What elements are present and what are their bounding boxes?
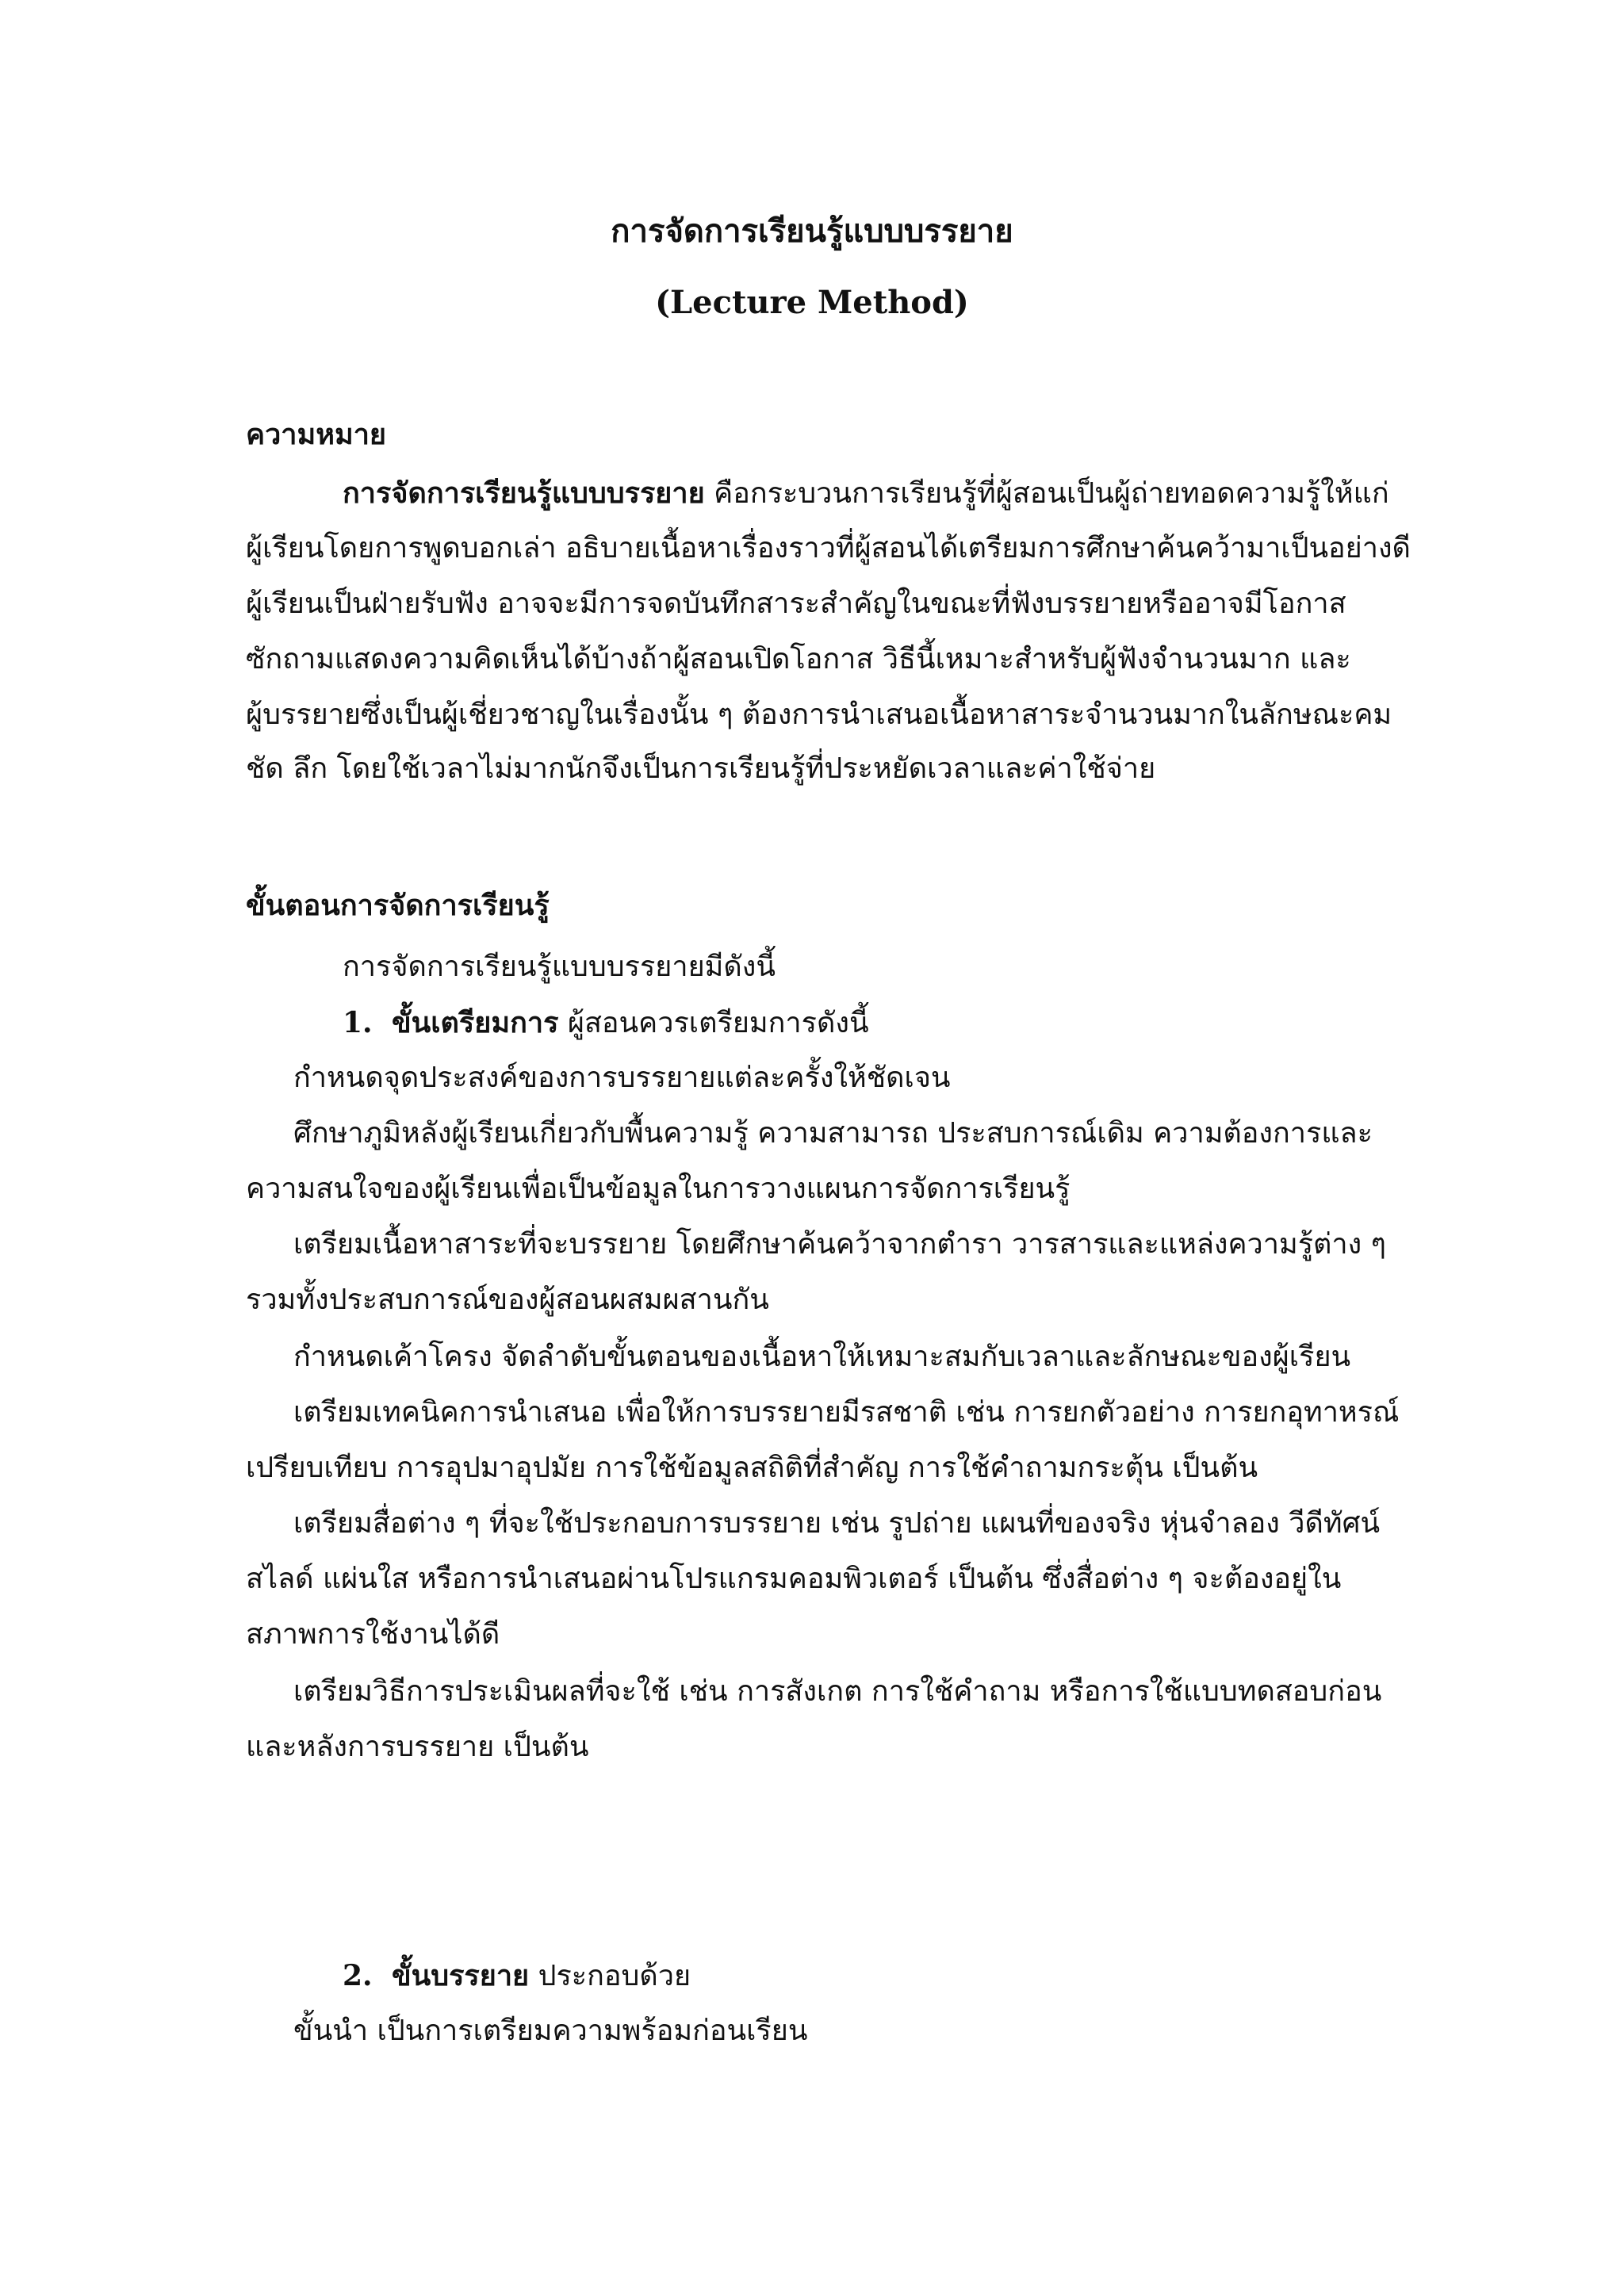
paragraph-line bbox=[343, 469, 1389, 518]
paragraph-line: ผู้บรรยายซึ่งเป็นผู้เชี่ยวชาญในเรื่องนั้น ๆ ต้องการนำเสนอเนื้อหาสาระจำนวนมากในลักษณะคม bbox=[246, 698, 1392, 731]
list-line: และหลังการบรรยาย เป็นต้น bbox=[246, 1731, 589, 1763]
paragraph-line: ซักถามแสดงความคิดเห็นได้บ้างถ้าผู้สอนเปิดโอกาส วิธีนี้เหมาะสำหรับผู้ฟังจำนวนมาก และ bbox=[246, 643, 1351, 675]
paragraph-line: ชัด ลึก โดยใช้เวลาไม่มากนักจึงเป็นการเรียนรู้ที่ประหยัดเวลาและค่าใช้จ่าย bbox=[246, 752, 1156, 785]
list-line: เตรียมวิธีการประเมินผลที่จะใช้ เช่น การสังเกต การใช้คำถาม หรือการใช้แบบทดสอบก่อน bbox=[293, 1675, 1382, 1708]
bold-term: การจัดการเรียนรู้แบบบรรยาย bbox=[343, 476, 705, 510]
step-text: ประกอบด้วย bbox=[529, 1960, 691, 1992]
document-subtitle: (Lecture Method) bbox=[655, 284, 969, 321]
section-heading-meaning: ความหมาย bbox=[246, 418, 387, 451]
list-line: เปรียบเทียบ การอุปมาอุปมัย การใช้ข้อมูลสถิติที่สำคัญ การใช้คำถามกระตุ้น เป็นต้น bbox=[246, 1452, 1258, 1484]
document-title: การจัดการเรียนรู้แบบบรรยาย bbox=[611, 212, 1013, 250]
step-text: ผู้สอนควรเตรียมการดังนี้ bbox=[558, 1007, 869, 1039]
intro-line: การจัดการเรียนรู้แบบบรรยายมีดังนี้ bbox=[343, 951, 776, 983]
paragraph-line: ผู้เรียนเป็นฝ่ายรับฟัง อาจจะมีการจดบันทึกสาระสำคัญในขณะที่ฟังบรรยายหรืออาจมีโอกาส bbox=[246, 587, 1346, 620]
paragraph-line: ผู้เรียนโดยการพูดบอกเล่า อธิบายเนื้อหาเรื่องราวที่ผู้สอนได้เตรียมการศึกษาค้นคว้ามาเป็นอย่างดี bbox=[246, 532, 1411, 564]
section-heading-steps: ขั้นตอนการจัดการเรียนรู้ bbox=[246, 889, 550, 922]
list-line: กำหนดจุดประสงค์ของการบรรยายแต่ละครั้งให้ชัดเจน bbox=[293, 1062, 951, 1094]
list-line: ความสนใจของผู้เรียนเพื่อเป็นข้อมูลในการวางแผนการจัดการเรียนรู้ bbox=[246, 1173, 1071, 1205]
step-label: ขั้นบรรยาย bbox=[392, 1959, 530, 1992]
list-line: เตรียมเทคนิคการนำเสนอ เพื่อให้การบรรยายมีรสชาติ เช่น การยกตัวอย่าง การยกอุทาหรณ์ bbox=[293, 1396, 1400, 1429]
paragraph-text: คือกระบวนการเรียนรู้ที่ผู้สอนเป็นผู้ถ่ายทอดความรู้ให้แก่ bbox=[704, 477, 1389, 510]
step-number: 2. bbox=[343, 1959, 373, 1992]
list-line: สภาพการใช้งานได้ดี bbox=[246, 1618, 500, 1651]
list-line: ศึกษาภูมิหลังผู้เรียนเกี่ยวกับพื้นความรู้ ความสามารถ ประสบการณ์เดิม ความต้องการและ bbox=[293, 1117, 1373, 1150]
list-line: สไลด์ แผ่นใส หรือการนำเสนอผ่านโปรแกรมคอมพิวเตอร์ เป็นต้น ซึ่งสื่อต่าง ๆ จะต้องอยู่ใน bbox=[246, 1563, 1342, 1595]
list-line: รวมทั้งประสบการณ์ของผู้สอนผสมผสานกัน bbox=[246, 1284, 769, 1316]
step-number: 1. bbox=[343, 1006, 373, 1039]
list-line: เตรียมสื่อต่าง ๆ ที่จะใช้ประกอบการบรรยาย เช่น รูปถ่าย แผนที่ของจริง หุ่นจำลอง วีดีทัศน์ bbox=[293, 1507, 1381, 1540]
list-line: เตรียมเนื้อหาสาระที่จะบรรยาย โดยศึกษาค้นคว้าจากตำรา วารสารและแหล่งความรู้ต่าง ๆ bbox=[293, 1228, 1387, 1261]
list-line: กำหนดเค้าโครง จัดลำดับขั้นตอนของเนื้อหาให้เหมาะสมกับเวลาและลักษณะของผู้เรียน bbox=[293, 1341, 1351, 1373]
list-line: ขั้นนำ เป็นการเตรียมความพร้อมก่อนเรียน bbox=[293, 2015, 808, 2047]
step-2-line bbox=[343, 1952, 691, 2000]
step-label: ขั้นเตรียมการ bbox=[392, 1006, 559, 1039]
step-1-line bbox=[343, 999, 869, 1047]
